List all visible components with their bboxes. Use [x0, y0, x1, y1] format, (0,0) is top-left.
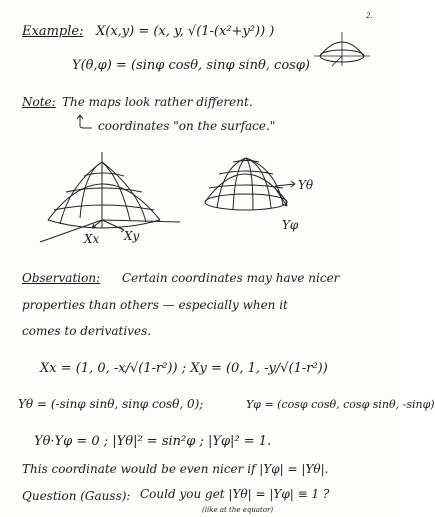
note-subtext: coordinates "on the surface.": [98, 119, 276, 133]
note-label: Note:: [22, 95, 56, 109]
derivative-yphi: Yφ = (cosφ cosθ, cosφ sinθ, -sinφ): [246, 398, 435, 411]
graph-hemisphere-figure: [40, 150, 190, 260]
question-label: Question (Gauss):: [22, 489, 131, 503]
question-note: (like at the equator): [202, 506, 274, 514]
hemisphere-sketch-icon: [312, 26, 372, 68]
curved-arrow-icon: [76, 112, 96, 132]
label-ytheta: Yθ: [298, 178, 314, 192]
example-equation-1: X(x,y) = (x, y, √(1-(x²+y²)) ): [96, 24, 275, 39]
label-yphi: Yφ: [282, 218, 299, 232]
observation-label: Observation:: [22, 271, 101, 285]
observation-line-2: properties than others — especially when it: [22, 298, 288, 312]
note-text: The maps look rather different.: [62, 95, 253, 109]
derivative-ytheta: Yθ = (-sinφ sinθ, sinφ cosθ, 0);: [18, 397, 204, 411]
dot-product-line: Yθ·Yφ = 0 ; |Yθ|² = sin²φ ; |Yφ|² = 1.: [34, 434, 272, 449]
observation-line-3: comes to derivatives.: [22, 324, 152, 338]
derivative-x-line: Xx = (1, 0, -x/√(1-r²)) ; Xy = (0, 1, -y/√(1-r²)): [40, 361, 328, 376]
label-xy: Xy: [124, 229, 140, 243]
nicer-line: This coordinate would be even nicer if |Yφ| = |Yθ|.: [22, 462, 329, 476]
question-text: Could you get |Yθ| = |Yφ| ≡ 1 ?: [140, 487, 330, 501]
observation-line-1: Certain coordinates may have nicer: [122, 271, 340, 285]
page-number: 2.: [366, 12, 373, 20]
example-label: Example:: [22, 24, 84, 39]
example-equation-2: Y(θ,φ) = (sinφ cosθ, sinφ sinθ, cosφ): [72, 58, 311, 73]
label-xx: Xx: [84, 232, 100, 246]
